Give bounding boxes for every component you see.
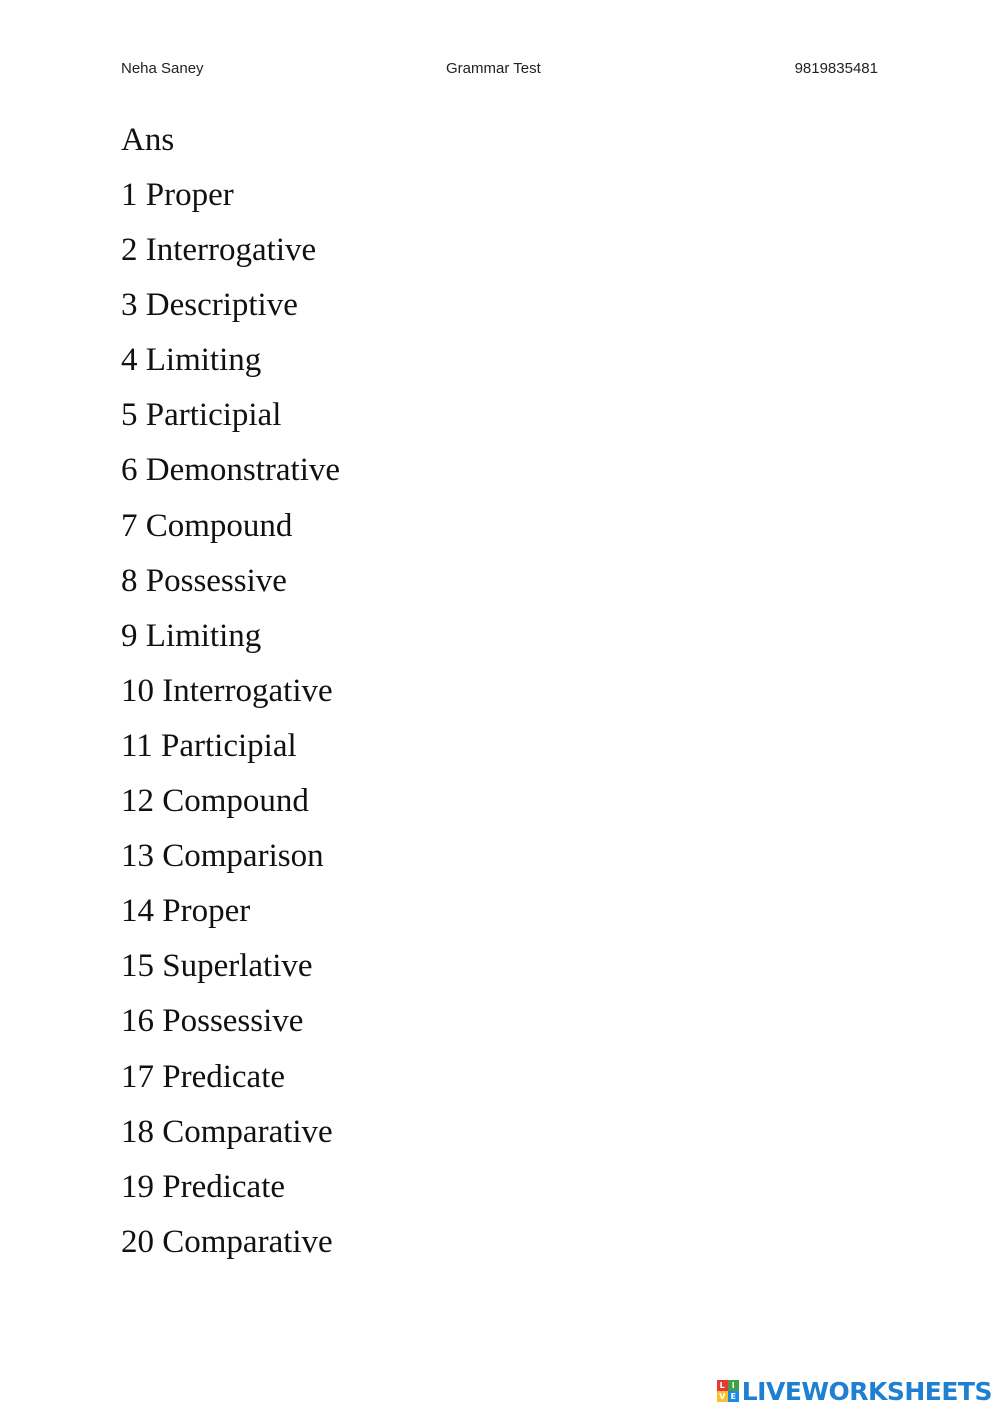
- author-name: Neha Saney: [121, 60, 204, 77]
- liveworksheets-watermark: [717, 1375, 992, 1407]
- answer-item: 8 Possessive: [121, 562, 287, 599]
- answer-item: 17 Predicate: [121, 1058, 286, 1095]
- answer-item: 18 Comparative: [121, 1113, 333, 1150]
- answers-heading: Ans: [121, 122, 175, 158]
- answer-item: 10 Interrogative: [121, 672, 333, 709]
- watermark-text: LIVEWORKSHEETS: [741, 1376, 992, 1406]
- answer-item: 12 Compound: [121, 783, 309, 820]
- logo-tile: V: [717, 1391, 728, 1402]
- document-title: Grammar Test: [446, 60, 541, 77]
- answer-item: 6 Demonstrative: [121, 452, 341, 489]
- answer-item: 19 Predicate: [121, 1168, 286, 1205]
- answer-item: 1 Proper: [121, 177, 234, 213]
- answer-item: 11 Participial: [121, 727, 297, 764]
- phone-number: 9819835481: [794, 60, 878, 77]
- answer-item: 9 Limiting: [121, 617, 262, 654]
- answer-item: 3 Descriptive: [121, 287, 298, 324]
- answer-item: 7 Compound: [121, 507, 293, 544]
- answer-item: 14 Proper: [121, 893, 251, 930]
- answer-item: 16 Possessive: [121, 1003, 304, 1040]
- logo-tile: I: [728, 1380, 739, 1391]
- answer-item: 5 Participial: [121, 397, 282, 434]
- answer-item: 15 Superlative: [121, 948, 313, 985]
- page-header: [0, 60, 1000, 82]
- logo-tile: E: [728, 1391, 739, 1402]
- answer-item: 2 Interrogative: [121, 232, 317, 269]
- answer-item: 20 Comparative: [121, 1223, 333, 1260]
- answer-item: 4 Limiting: [121, 342, 262, 379]
- liveworksheets-logo-icon: [717, 1380, 739, 1402]
- logo-tile: L: [717, 1380, 728, 1391]
- answer-item: 13 Comparison: [121, 838, 324, 875]
- answer-list: [121, 173, 340, 1275]
